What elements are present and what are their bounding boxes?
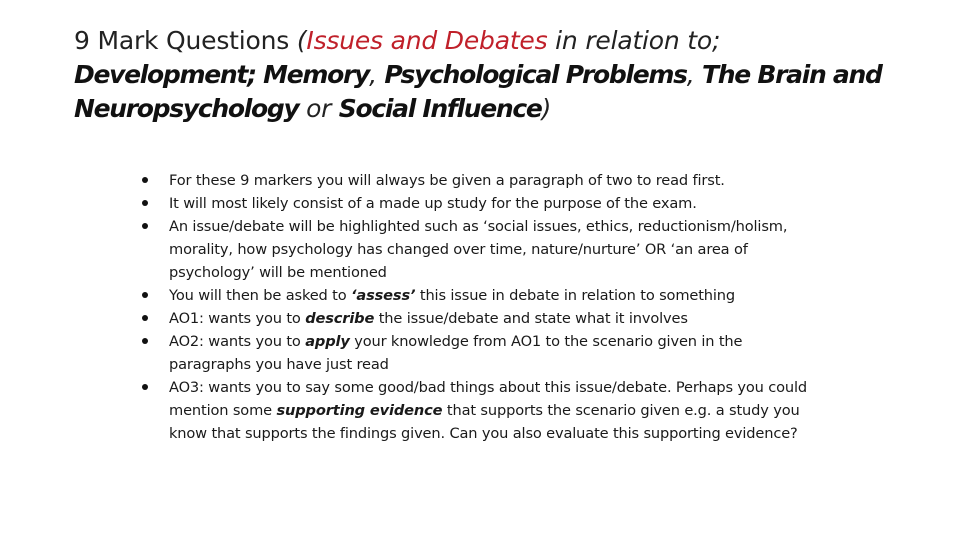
bullet-icon: [142, 315, 148, 321]
bullet-text-after: that supports the scenario given e.g. a study you know that supports the findings given. Can you also evaluate this supporting evidence?: [169, 402, 800, 442]
topic-or: or: [298, 94, 339, 123]
bullet-item: [142, 215, 812, 284]
bullet-emphasis: supporting evidence: [276, 402, 443, 419]
topic-memory: Memory: [263, 60, 370, 89]
title-topics: [74, 58, 934, 126]
bullet-emphasis: apply: [305, 333, 350, 350]
topic-separator: ;: [247, 60, 264, 89]
bullet-text: For these 9 markers you will always be given a paragraph of two to read first.: [169, 172, 725, 189]
bullet-text-before: AO3: wants you to say some good/bad things about this issue/debate. Perhaps you could mention some: [169, 379, 808, 419]
slide-title: [74, 24, 934, 126]
bullet-item: [142, 376, 812, 445]
bullet-icon: [142, 338, 148, 344]
title-issues-debates: Issues and Debates: [306, 26, 548, 55]
bullet-text-after: your knowledge from AO1 to the scenario given in the paragraphs you have just read: [169, 333, 743, 373]
title-line-1: [74, 24, 934, 58]
bullet-icon: [142, 177, 148, 183]
bullet-text-before: You will then be asked to: [169, 287, 351, 304]
bullet-emphasis: describe: [305, 310, 375, 327]
bullet-item: [142, 330, 812, 376]
title-prefix: 9 Mark Questions: [74, 26, 297, 55]
bullet-icon: [142, 200, 148, 206]
topic-separator: ,: [369, 60, 385, 89]
topic-brain-neuropsychology: The Brain and Neuropsychology: [74, 60, 882, 123]
bullet-icon: [142, 384, 148, 390]
title-paren-open: (: [296, 26, 307, 55]
bullet-item: [142, 169, 812, 192]
bullet-list: [142, 169, 812, 445]
bullet-emphasis: ‘assess’: [351, 287, 416, 304]
bullet-item: [142, 307, 812, 330]
bullet-text-before: AO1: wants you to: [169, 310, 306, 327]
topic-social-influence: Social Influence: [338, 94, 542, 123]
title-paren-close: ): [541, 94, 552, 123]
topic-development: Development: [74, 60, 248, 89]
bullet-icon: [142, 292, 148, 298]
bullet-item: [142, 284, 812, 307]
bullet-icon: [142, 223, 148, 229]
bullet-text: It will most likely consist of a made up study for the purpose of the exam.: [169, 195, 697, 212]
bullet-text-before: AO2: wants you to: [169, 333, 306, 350]
topic-psychological-problems: Psychological Problems: [384, 60, 687, 89]
bullet-item: [142, 192, 812, 215]
bullet-text: An issue/debate will be highlighted such as ‘social issues, ethics, reductionism/holism, morality, how psychology has changed over time, nature/nurture’ OR ‘an area of psychology’ will be mentioned: [169, 218, 788, 281]
topic-separator: ,: [686, 60, 703, 89]
bullet-text-after: this issue in debate in relation to something: [415, 287, 736, 304]
title-relation: in relation to;: [547, 26, 721, 55]
bullet-text-after: the issue/debate and state what it involves: [374, 310, 688, 327]
